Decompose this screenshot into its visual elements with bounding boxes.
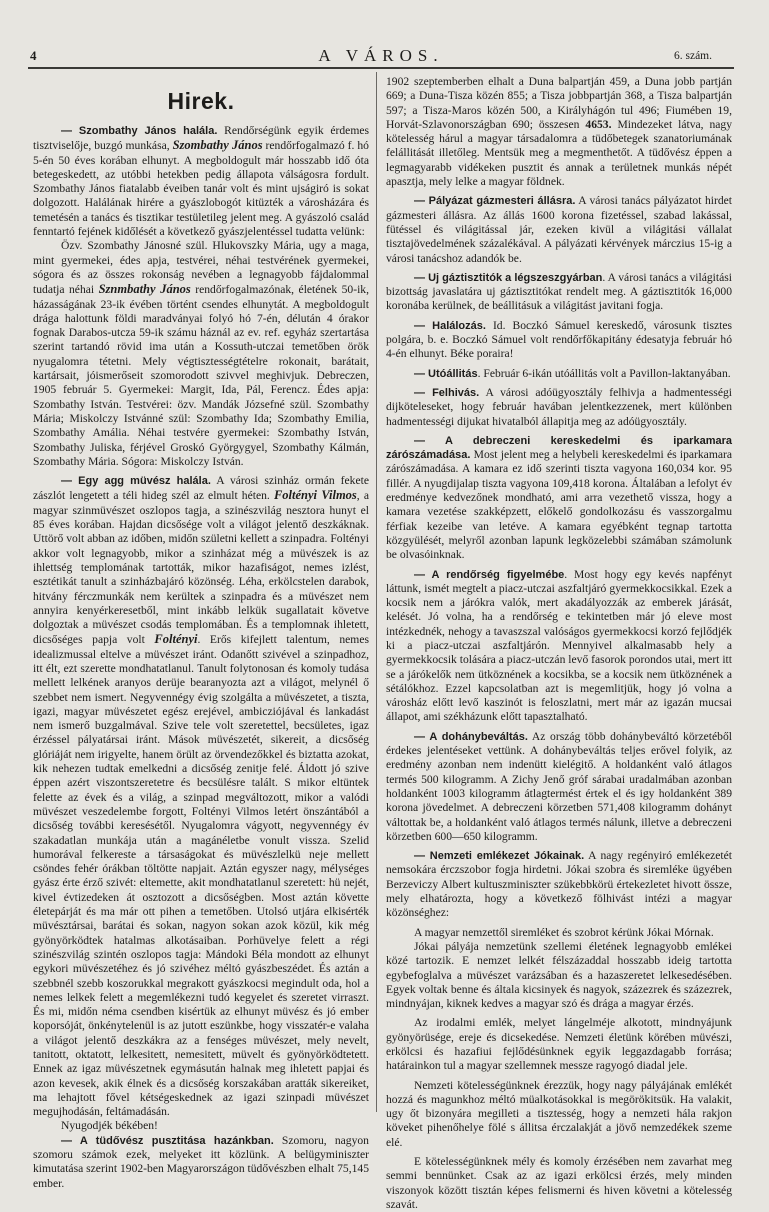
article-text: Rendőrségünk egyik érdemes tisztviselője, buzgó munkása,	[33, 124, 369, 153]
article-text: 1902 szeptemberben elhalt a Duna balpartján 459, a Duna jobb partján 669; a Duna-Tisza közén 855; a Tisza jobbpartján 368, a Tisza balpartján 597; a Tisza-Maros közén 500, a Királyhágón tul 496; Fiumében 19, Horvát-Szlavonországban 690; összesen	[386, 75, 732, 131]
article-headline: — Uj gáztisztitók a légszeszgyárban	[414, 271, 603, 284]
article-headline: — A debreczeni kereskedelmi és iparkamara zárószámadása.	[386, 434, 732, 462]
section-title: Hirek.	[167, 88, 235, 114]
person-name: Foltényi	[154, 632, 198, 647]
page-header	[28, 46, 734, 66]
article-paragraph	[386, 1155, 732, 1212]
article-text: Nemzeti kötelességünknek érezzük, hogy nagy pályájának emlékét hozzá és magunkhoz méltó müalkotásokkal is megörökitsük. Ha valakit, ugy őt bizonyára megilleti a tisztesség, hogy a nemzeti hála rakjon köveket pihenőhelye fölé s állitsa érczalakját a jövő nemzedékek szeme elé.	[386, 1078, 732, 1149]
person-name: Szombathy János	[172, 138, 263, 153]
person-name: Foltényi Vilmos	[273, 488, 357, 503]
article-text: . Február 6-ikán utóállitás volt a Pavillon-laktanyában.	[477, 366, 731, 380]
article-headline: — A rendőrség figyelmébe	[414, 568, 565, 581]
article-paragraph	[386, 926, 732, 940]
issue-number: 6. szám.	[673, 50, 712, 62]
article-text: Most jelent meg a helybeli kereskedelmi és iparkamara zárószámadása. A kamara ez idő szerinti tiszta vagyona 160,034 kor. 95 fillér. A nyugdijalap tiszta vagyona 109,418 korona. Általában a lefolyt év eredménye kedvezőnek mondható, ami arra vezethető vissza, hogy a kamara vezetése szakképzett, előkelő gondolkozásu és vasszorgalmu férfiak kezeibe van letéve. A kamara egyébként tegnap tartotta közgyülését, melyről azonban lapunk legközelebbi számában számolunk be olvasóinknak.	[386, 448, 732, 562]
article-text: A magyar nemzettől siremléket és szobrot kérünk Jókai Mórnak.	[414, 925, 714, 939]
article-text: Özv. Szombathy Jánosné szül. Hlukovszky Mária, ugy a maga, mint gyermekei, édes apja, testvérei, néhai testvérének gyermekei, sógora és az összes rokonság nevében a legnagyobb fájdalommal tudatja néhai	[33, 239, 369, 297]
header-rule	[28, 67, 734, 69]
article-text: rendőrfogalmazónak, életének 50-ik, házasságának 23-ik évében történt csendes elhunytát. A megboldogult drága halottunk földi maradványai folyó hó 7-én, délután 4 órakor fognak Darabos-utcza 59-ik számu háznál az ev. ref. egyház szertartása szerint tartandó rövid ima után a Kossuth-utczai temetőben örök nyugalomra tétetni. Mely végtisztességtételre rokonait, barátait, kartársait, jóismerőseit szomorodott szivvel meghivjuk. Debreczen, 1905 február 5. Gyermekei: Margit, Ida, Pál, Ferencz. Édes apja: Szombathy István. Testvérei: özv. Mandák Józsefné szül. Szombathy Mária; Miskolczy Istvánné szül: Szombathy Ida; Szombathy Emilia, Szombathy Amália. Néhai testvére gyermekei: Szombathy István, Szombathy Juliska, férjével Groskó Györgygyel, Szombathy Kálmán, Szombathy Mária. Sógora: Miskolczy István.	[33, 283, 369, 468]
article-headline: — Egy agg müvész halála.	[61, 475, 211, 488]
article-headline: — A tüdővész pusztitása hazánkban.	[61, 1134, 274, 1147]
person-name: Sznmbathy János	[98, 282, 191, 297]
page-number: 4	[30, 48, 37, 63]
article-paragraph	[33, 1119, 369, 1133]
article-text: A nagy regényiró emlékezetét nemsokára érczszobor fogja hirdetni. Jókai szobra és siremléke ügyében Berzeviczy Albert kultuszminiszter szükebbkörü értekezletet hivott össze, mely elhatározta, hogy a következő fölhivást intézi a magyar közönséghez:	[386, 849, 732, 920]
article-headline: — Utóállitás	[414, 367, 478, 380]
article-paragraph	[386, 75, 732, 189]
masthead: A VÁROS.	[318, 46, 444, 65]
article-headline: — Felhivás.	[414, 386, 480, 399]
column-divider	[376, 72, 377, 1112]
article-paragraph	[386, 319, 732, 362]
article-headline: — Nemzeti emlékezet Jókainak.	[414, 850, 585, 863]
article-paragraph	[386, 568, 732, 725]
article-paragraph	[33, 474, 369, 1119]
article-paragraph	[386, 386, 732, 429]
article-text: , a magyar szinmüvészet oszlopos tagja, a szinészvilág nesztora hunyt el 85 éves korában. Hajdan dicsősége volt a világot jelentő deszkáknak. Uttörő volt abban az időben, midőn születni kellett a szinpadra. Foltényi akkor volt legnagyobb, mikor a szinházat még a müvészek is az ihlettség templomának tartották, mikor hazafiságot, nemes izlést, esztétikát tanult a szinházbajáró közönség. Léha, erkölcstelen darabok, hitvány férczmunkák nem kerültek a szinpadra és a müvészet nem annyira kenyérkeresetből, mint inkább lelkük sugallatait követve dolgoztak a müvészet csodás templomában. És a templomnak ihletett, dicsőséges papja volt	[33, 489, 369, 647]
article-headline: — Halálozás.	[414, 319, 486, 332]
article-paragraph	[33, 1134, 369, 1191]
article-text: Id. Boczkó Sámuel kereskedő, városunk tisztes polgára, b. e. Boczkó Sámuel volt rendőrfőkapitány édesatyja február hó 4-én elhunyt. Béke poraira!	[386, 318, 733, 361]
article-paragraph	[386, 271, 732, 314]
article-paragraph	[386, 367, 732, 381]
article-text: . Most hogy egy kevés napfényt láttunk, ismét megtelt a piacz-utczai aszfaltjáró gyermekkocsikkal. Ezek a kocsik nem a járókra valók, mert akadályozzák az emberek járását, kelését. Jó volna, ha a rendőrség e tekintetben már jó eleve most intézkednék, nehogy a tavaszszal valóságos gyermekkocsi korzó fejlődjék ki a piacz-utczai aszfaltjárón. Mennyivel alkalmasabb hely a gyermekkocsik tolására a piacz-utczán levő fasorok porondos utai, mert itt se a járókelők nem ütköznének a kocsikba, se a kocsik nem ütköznének a sétálókhoz. Ezzel kapcsolatban azt is megemlitjük, hogy jó volna a városház előtt levő kaszinót is feloszlatni, mert már az igazán mucsai állapot, ami székházunk előtt tapasztalható.	[386, 567, 732, 724]
article-text: E kötelességünknek mély és komoly érzésében nem zavarhat meg semmi bennünket. Csak az az igazi erkölcsi érzés, mely minden viszonyok között tisztán képes felismerni és hiven követni a kötelesség szavát.	[386, 1155, 732, 1211]
article-paragraph	[386, 849, 732, 920]
article-headline: — Szombathy János halála.	[61, 125, 218, 137]
article-paragraph	[386, 1079, 732, 1150]
article-text: Az ország több dohánybeváltó körzetéből érdekes jelentéseket vettünk. A dohánybeváltás teljes erővel folyik, az eredmény azonban nem indenütt kielégitő. A holdanként való átlagos termés 500 kilogramm. A Zichy Jenő gróf sárabai uradalmában azonban holdanként 1003 kilogramm átlagtermést értek el és igy holdanként 389 korona jövedelmet. A debreczeni körzetben 571,408 kilogramm dohányt váltottak be, a holdanként való átlagos termés nálunk, illetve a debreczeni körzetben 600—650 kilogramm.	[386, 729, 732, 843]
article-paragraph	[386, 940, 732, 1011]
article-text: Szomoru, nagyon szomoru számok ezek, melyeket itt közlünk. A belügyminiszter kimutatása szerint 1902-ben Magyarországon tüdővészben elhalt 75,145 ember.	[33, 1133, 369, 1190]
article-paragraph	[33, 239, 369, 469]
article-headline: — A dohánybeváltás.	[414, 730, 528, 743]
article-text: Mindezeket látva, nagy kötelesség hárul a magyar társadalomra a tüdőbetegek szanatoriumának felállitását illetőleg. Mentsük meg a megmenthetőt. A tüdővész éppen a legmagyarabb vidékeken pusztit és annak a területnek munkás népét apasztja, mely lelke a magyar földnek.	[386, 117, 733, 189]
article-text: A városi szinház ormán fekete zászlót lengetett a téli hideg szél az elmult héten.	[33, 474, 369, 503]
article-paragraph	[386, 730, 732, 844]
article-paragraph	[33, 124, 369, 239]
article-text: . A városi tanács a világitási bizottság javaslatára uj gáztisztitókat rendelt meg. A gáztisztitók 16,000 koronába kerülnek, de beállitásuk a világitást javitani fogja.	[386, 270, 732, 313]
left-column	[33, 124, 369, 1191]
article-text: rendőrfogalmazó f. hó 5-én 50 éves korában elhunyt. A megboldogult már hosszabb idő óta betegeskedett, az utóbbi hetekben pedig állapota válságosra fordult. Szombathy János fiatalabb éveiben tanár volt és mint ujságiró is sokat dolgozott. Halálának hirére a gyászlobogót kitüzték a városházára és temetésén a tanács és tisztikar testületileg jelent meg. A gyászoló család fenntartó fejének kidőlését a következő gyászjelentéssel tudatta velünk:	[33, 139, 369, 239]
article-text: Nyugodjék békében!	[61, 1119, 158, 1133]
article-text: . Erős kifejlett talentum, nemes idealizmussal eltelve a müvészet iránt. Odanőtt szivével a szinpadhoz, itt élt, ezt szerette mondhatatlanul. Tanult folytonosan és komoly tudása mellett lelkének aranyos derüje bearanyozta azt a világot, melynél ő szebbet nem ismert. Negyvennégy évig szolgálta a müvészetet, a tiszta, igazi, magyar müvészetet egész erejével, ambicziójával és lankadást nem ismerő buzgalmával. Szive tele volt szeretettel, becsületes, igaz érzéssel pályatársai iránt. Mások müvészetét, sikereit, a dicsőség glóriáját nem irigyelte, hanem örült az örvendezőkkel és biztatta azokat, kik nehezen tudtak emelkedni a dicsőség zenitje felé. Áldott jó szive éppen azért viszontszeretetre és becsülésre talált. S mikor eltüntek felette az évek és a világ, a szinpad megváltozott, mikor a valódi müvészet veszedelembe forgott, Foltényi Vilmos letért önszántából a dicsőség további keresésétől. Nyugalomra vágyott, negyvennégy év szakadatlan munkája után a magánéletbe vonult vissza. Szelid humorával felkereste a társaságokat és müvészlelkü neje mellett csöndes fehér órákban töltötte napjait. Aztán egyszer nagy, mélységes gyász érte érző szivét: eltemette, akit mondhatatlanul szeretett: hü nejét, kivel évtizedeken át osztozott a dicsőségben. Most aztán követte életepárját és ma már ott pihen a temetőben. Utolsó utjára elkisérték müvésztársai, barátai és sokan, nagyon sokan azok közül, kik még gyönyörködtek hatalmas alkotásaiban. Porhüvelye felett a régi szinészvilág szintén oszlopos tagja: Mándoki Béla mondott az elhunyt egykori müvészetéhez és jó szivéhez méltó gyászbeszédet. És aztán a szebbnél szebb koszorukkal megrakott gyászkocsi megindult oda, hol a nemes lelkek felett a megemlékezni tudó kegyelet és szeretet virraszt. És mi, midőn néma csendben kisértük az elhunyt müvész és jó ember koporsóját, önkénytelenül is az jutott eszünkbe, hogy visszatér-e valaha a világot jelentő deszkákra az a fenséges müvészet, mely nevelt, tanitott, oktatott, lelkesitett, nemesitett, müvelt és gyönyörködtetett. Ennek az igaz müvészetnek egymásután halnak meg ihletett papjai és azon kevesek, akik élnek és a dicsőség korszakában aratták sikereiket, ma lehajtott fővel kétségeskednek az igazi szinpadi müvészet megujhodásán, feltámadásán.	[33, 633, 369, 1119]
article-text: A városi adóügyosztály felhivja a hadmentességi dijköteleseket, hogy február havában jelentkezzenek, mert különben hadmentességi dijukat hivatalból állapitja meg az adóügyosztály.	[386, 385, 732, 428]
article-text: 4653.	[585, 117, 612, 131]
right-column	[386, 75, 732, 1212]
article-headline: — Pályázat gázmesteri állásra.	[414, 195, 576, 208]
article-text: Jókai pályája nemzetünk szellemi életének legnagyobb emlékei közé tartozik. E nemzet lelkét félszázaddal hosszabb ideig tartotta egybefoglalva a müvészet varázsában és a hazaszeretet lelkesedésében. Egyek voltak benne és általa kicsinyek és nagyok, százezrek és százezrek, mindnyájan, kiknek kedves a magyar szó és drága a magyar érzés.	[386, 939, 732, 1011]
article-text: Az irodalmi emlék, melyet lángelméje alkotott, mindnyájunk gyönyörüsége, ereje és dicsekedése. Nemzeti életünk körében müvészi, erkölcsi és hazafiui fejlődésünknek egyik leggazdagabb forrása; határainkon tul a magyar szellemnek messze ragyogó diadal jele.	[386, 1016, 732, 1073]
article-paragraph	[386, 1016, 732, 1073]
article-text: A városi tanács pályázatot hirdet gázmesteri állásra. Az állás 1600 korona fizetéssel, szabad lakással, fütéssel és világitással jár, ezeken kivül a világitási vállalat tisztajövedelmének százalékával. A pályázati kérvények márczius 15-ig a városi tanácshoz adandók be.	[386, 194, 732, 265]
article-paragraph	[386, 194, 732, 265]
article-paragraph	[386, 434, 732, 563]
